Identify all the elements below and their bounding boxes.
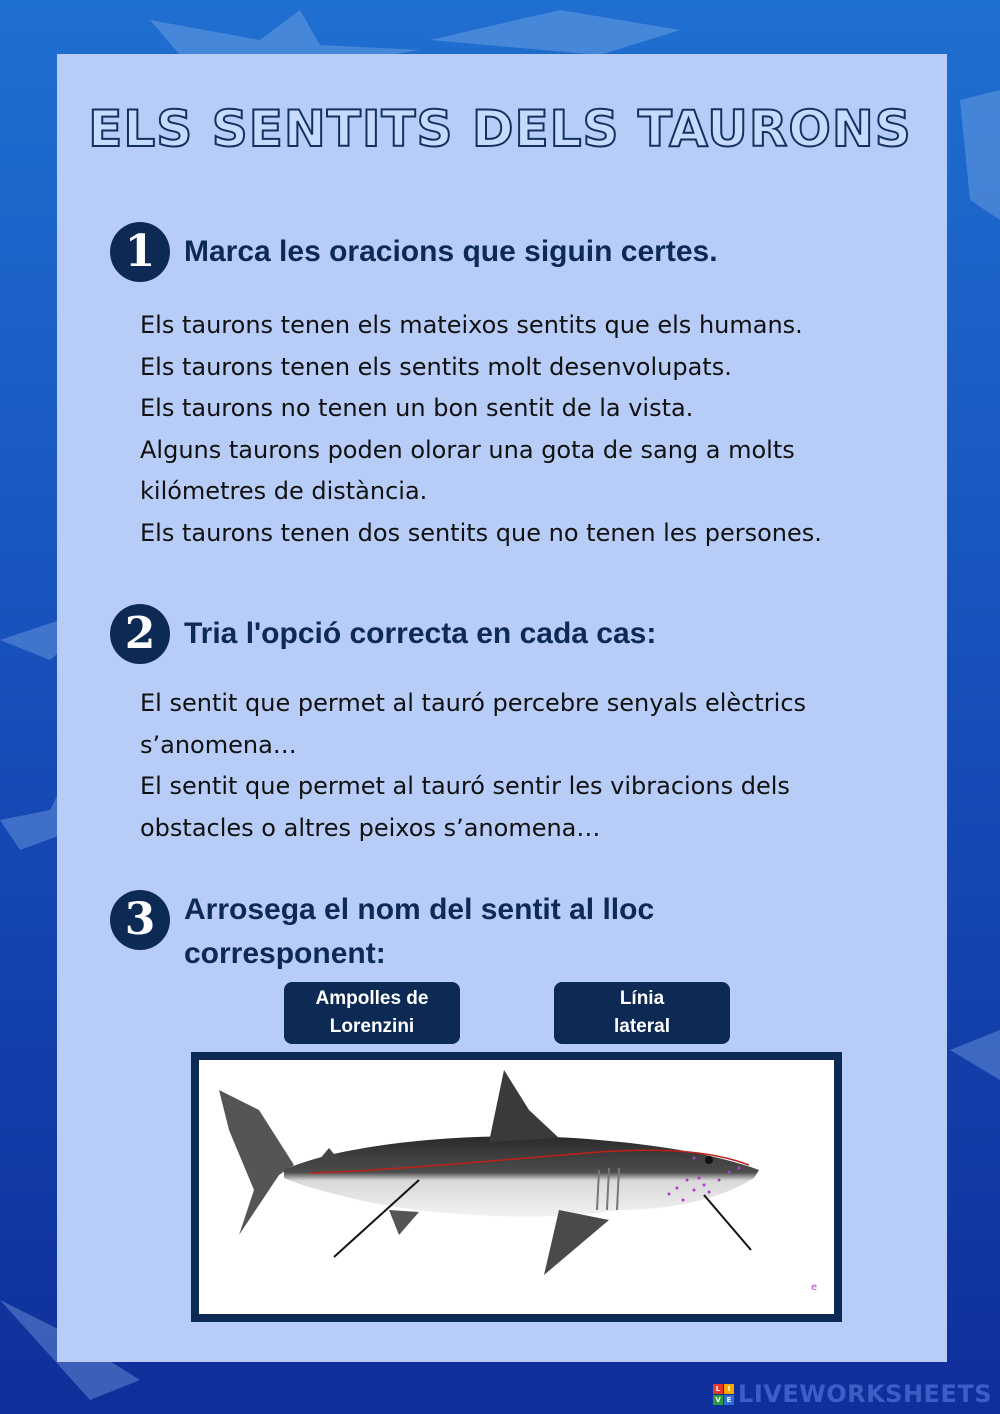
section-2-questions: [140, 683, 806, 849]
question-2-cont[interactable]: obstacles o altres peixos s’anomena…: [140, 813, 601, 842]
section-3-heading: [184, 888, 654, 976]
statement-4-cont[interactable]: kilómetres de distància.: [140, 477, 428, 505]
liveworksheets-text: LIVEWORKSHEETS: [738, 1380, 992, 1408]
liveworksheets-brand: [713, 1380, 992, 1408]
shark-diagram: [199, 1060, 834, 1314]
shark-pectoral-fin: [544, 1210, 609, 1275]
logo-letter-v: V: [713, 1395, 723, 1405]
section-1-statements: [140, 305, 822, 554]
shark-eye: [705, 1156, 713, 1164]
drag-label-lorenzini-line2: Lorenzini: [329, 1016, 415, 1037]
logo-letter-l: L: [713, 1384, 723, 1394]
shark-pelvic-fin: [389, 1210, 419, 1235]
shark-body: [284, 1136, 759, 1216]
logo-letter-i: I: [724, 1384, 734, 1394]
drag-label-lateral-line2: lateral: [614, 1016, 670, 1037]
shark-illustration: [199, 1060, 834, 1314]
diagram-mark: e: [811, 1282, 818, 1293]
statement-5[interactable]: Els taurons tenen dos sentits que no tenen les persones.: [140, 518, 822, 547]
question-1-cont[interactable]: s’anomena…: [140, 730, 297, 759]
section-3-number: 3: [110, 890, 170, 950]
section-3-heading-line2: corresponent:: [184, 937, 386, 970]
shark-tail: [219, 1090, 294, 1235]
shark-diagram-frame: [191, 1052, 842, 1322]
statement-2[interactable]: Els taurons tenen els sentits molt desenvolupats.: [140, 352, 732, 381]
drag-label-lorenzini[interactable]: [284, 982, 460, 1044]
section-3-heading-line1: Arrosega el nom del sentit al lloc: [184, 893, 655, 926]
section-1-number: 1: [110, 222, 170, 282]
statement-4[interactable]: Alguns taurons poden olorar una gota de sang a molts: [140, 435, 795, 464]
statement-1[interactable]: Els taurons tenen els mateixos sentits que els humans.: [140, 311, 803, 339]
section-2-heading: Tria l'opció correcta en cada cas:: [184, 617, 657, 650]
shark-dorsal-fin: [489, 1070, 559, 1142]
page-title: ELS SENTITS DELS TAURONS: [88, 100, 912, 158]
question-1: El sentit que permet al tauró percebre senyals elèctrics: [140, 689, 807, 717]
section-2-number: 2: [110, 604, 170, 664]
drag-label-lorenzini-line1: Ampolles de: [315, 988, 429, 1009]
drag-label-lateral-line[interactable]: [554, 982, 730, 1044]
logo-letter-e: E: [724, 1395, 734, 1405]
pointer-line-right: [704, 1195, 751, 1250]
statement-3[interactable]: Els taurons no tenen un bon sentit de la vista.: [140, 394, 694, 422]
drag-label-lateral-line1: Línia: [619, 988, 665, 1009]
question-2: El sentit que permet al tauró sentir les vibracions dels: [140, 772, 790, 800]
section-1-heading: Marca les oracions que siguin certes.: [184, 235, 718, 268]
liveworksheets-logo-icon: [713, 1384, 734, 1405]
